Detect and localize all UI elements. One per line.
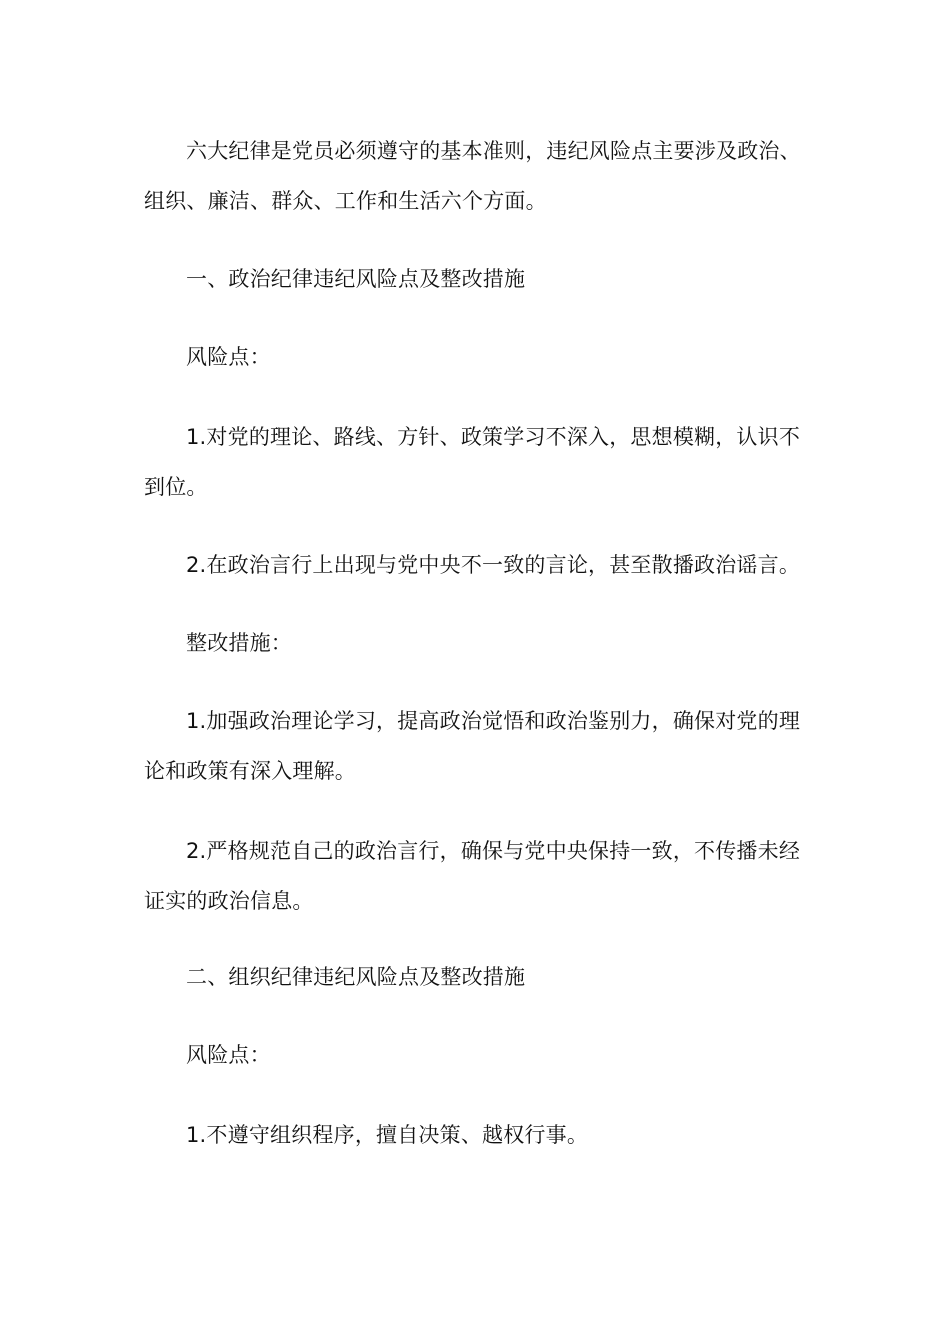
measure-item: 2.严格规范自己的政治言行，确保与党中央保持一致，不传播未经证实的政治信息。 [144, 839, 801, 913]
measure-item: 1.加强政治理论学习，提高政治觉悟和政治鉴别力，确保对党的理论和政策有深入理解。 [144, 709, 801, 783]
measures-label: 整改措施： [186, 631, 292, 655]
section-heading-organizational: 二、组织纪律违纪风险点及整改措施 [186, 965, 526, 989]
risk-points-label: 风险点： [186, 1043, 271, 1067]
risk-point-item: 2.在政治言行上出现与党中央不一致的言论，甚至散播政治谣言。 [186, 553, 801, 577]
section-heading-political: 一、政治纪律违纪风险点及整改措施 [186, 267, 526, 291]
risk-points-label: 风险点： [186, 345, 271, 369]
risk-point-item: 1.对党的理论、路线、方针、政策学习不深入，思想模糊，认识不到位。 [144, 425, 801, 499]
intro-paragraph: 六大纪律是党员必须遵守的基本准则，违纪风险点主要涉及政治、组织、廉洁、群众、工作和生活六个方面。 [144, 139, 801, 213]
risk-point-item: 1.不遵守组织程序，擅自决策、越权行事。 [186, 1123, 589, 1147]
